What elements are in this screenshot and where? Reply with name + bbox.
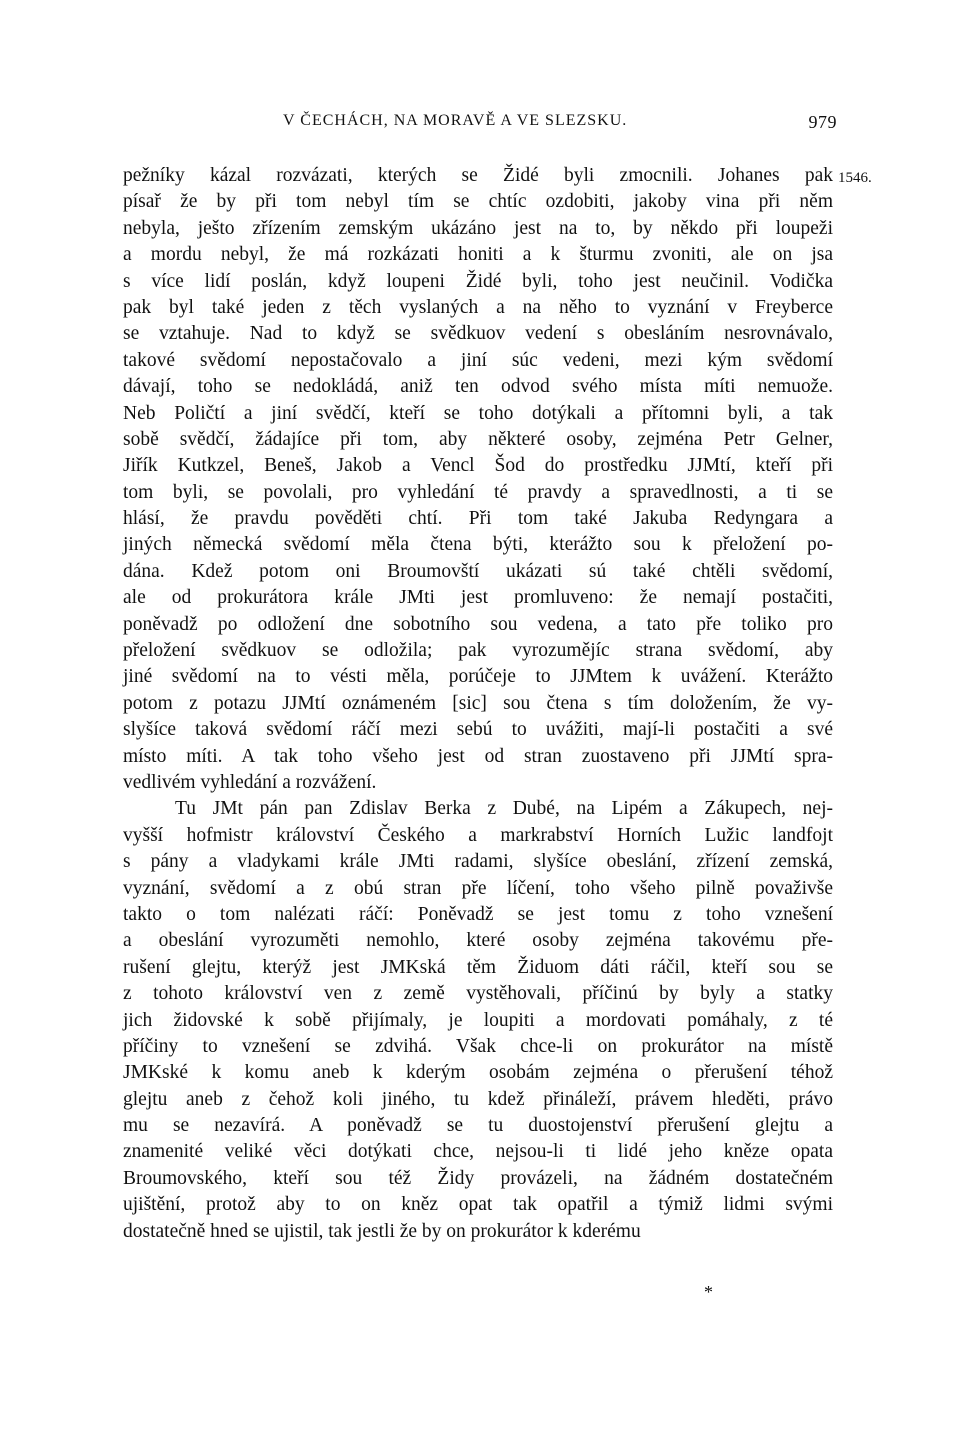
page-number: 979 [808, 112, 837, 132]
text-line: slyšíce taková svědomí ráčí mezi sebú to uvážiti, mají-li postačiti a své [123, 719, 833, 741]
text-line: znamenité veliké věci dotýkati chce, nejsou-li ti lidé jeho kněze opata [123, 1141, 833, 1163]
running-title: V ČECHÁCH, NA MORAVĚ A VE SLEZSKU. [283, 112, 628, 129]
text-line: Tu JMt pán pan Zdislav Berka z Dubé, na Lipém a Zákupech, nej- [175, 798, 833, 820]
text-line: místo míti. A tak toho všeho jest od stran zuostaveno při JJMtí spra- [123, 745, 833, 767]
text-line: jiných německá svědomí měla čtena býti, kterážto sou k přeložení po- [123, 534, 833, 556]
text-line: nebyla, ješto zřízením zemským ukázáno jest na to, by někdo při loupeži [123, 217, 833, 239]
text-line: Jiřík Kutkzel, Beneš, Jakob a Vencl Šod do prostředku JJMtí, kteří při [123, 455, 833, 477]
page-header [123, 112, 837, 142]
text-line: s více lidí poslán, když loupeni Židé byli, toho jest neučinil. Vodička [123, 270, 833, 292]
text-line: vedlivém vyhledání a rozvážení. [123, 771, 377, 793]
text-line: ujištění, protož aby to on kněz opat tak opatřil a týmiž lidmi svými [123, 1194, 833, 1216]
text-line: a obeslání vyrozuměti nemohlo, které osoby zejména takovému pře- [123, 930, 833, 952]
text-line: z tohoto království ven z země vystěhovali, příčinú by byly a statky [123, 983, 833, 1005]
text-line: takto o tom nalézati ráčí: Poněvadž se jest tomu z toho vznešení [123, 903, 833, 925]
text-line: jiné svědomí na to vésti měla, porúčeje to JJMtem k uvážení. Kterážto [123, 666, 833, 688]
text-line: přeložení svědkuov se odložila; pak vyrozumějíc strana svědomí, aby [123, 640, 833, 662]
text-line: potom z potazu JJMtí oznámeném [sic] sou čtena s tím doložením, že vy- [123, 692, 833, 714]
footnote-mark: * [704, 1282, 713, 1302]
margin-year-note: 1546. [838, 170, 872, 186]
text-line: dostatečně hned se ujistil, tak jestli že by on prokurátor k kderému [123, 1220, 641, 1242]
text-line: tom byli, se povolali, pro vyhledání té pravdy a spravedlnosti, a ti se [123, 481, 833, 503]
text-line: takové svědomí nepostačovalo a jiní súc vedeni, mezi kým svědomí [123, 349, 833, 371]
text-line: a mordu nebyl, že má rozkázati honiti a k šturmu zvoniti, ale on jsa [123, 244, 833, 266]
body-text [123, 163, 833, 1245]
text-line: rušení glejtu, kterýž jest JMKská těm Židuom dáti ráčil, kteří sou se [123, 956, 833, 978]
text-line: dávají, toho se nedokládá, aniž ten odvod svého místa míti nemuože. [123, 376, 833, 398]
text-line: hlásí, že pravdu pověděti chtí. Při tom také Jakuba Redyngara a [123, 508, 833, 530]
text-line: Neb Poličtí a jiní svědčí, kteří se toho dotýkali a přítomni byli, a tak [123, 402, 833, 424]
text-line: poněvadž po odložení dne sobotního sou vedena, a tato pře toliko pro [123, 613, 833, 635]
text-line: sobě svědčí, žádajíce při tom, aby některé osoby, zejména Petr Gelner, [123, 428, 833, 450]
text-line: JMKské k komu aneb k kderým osobám zejména o přerušení téhož [123, 1062, 833, 1084]
text-line: písař že by při tom nebyl tím se chtíc ozdobiti, jakoby vina při něm [123, 191, 833, 213]
text-line: s pány a vladykami krále JMti radami, slyšíce obeslání, zřízení zemská, [123, 851, 833, 873]
text-line: pežníky kázal rozvázati, kterých se Židé byli zmocnili. Johanes pak [123, 165, 833, 186]
text-line: jich židovské k sobě přijímaly, je loupiti a mordovati pomáhaly, z té [123, 1009, 833, 1031]
text-line: pak byl také jeden z těch vyslaných a na něho to vyznání v Freyberce [123, 296, 833, 318]
text-line: se vztahuje. Nad to když se svědkuov vedení s obesláním nesrovnávalo, [123, 323, 833, 345]
text-line: vyznání, svědomí a z obú stran pře líčení, toho všeho pilně považivše [123, 877, 833, 899]
text-line: vyšší hofmistr království Českého a markrabství Horních Lužic landfojt [123, 824, 833, 846]
text-line: mu se nezavírá. A poněvadž se tu duostojenství přerušení glejtu a [123, 1115, 833, 1137]
text-line: glejtu aneb z čehož koli jiného, tu kdež přináleží, právem hleděti, právo [123, 1088, 833, 1110]
text-line: příčiny to vznešení se zdvihá. Však chce-li on prokurátor na místě [123, 1035, 833, 1057]
text-line: dána. Kdež potom oni Broumovští ukázati sú také chtěli svědomí, [123, 560, 833, 582]
text-line: Broumovského, kteří sou též Židy provázeli, na žádném dostatečném [123, 1167, 833, 1189]
text-line: ale od prokurátora krále JMti jest promluveno: že nemají postačiti, [123, 587, 833, 609]
